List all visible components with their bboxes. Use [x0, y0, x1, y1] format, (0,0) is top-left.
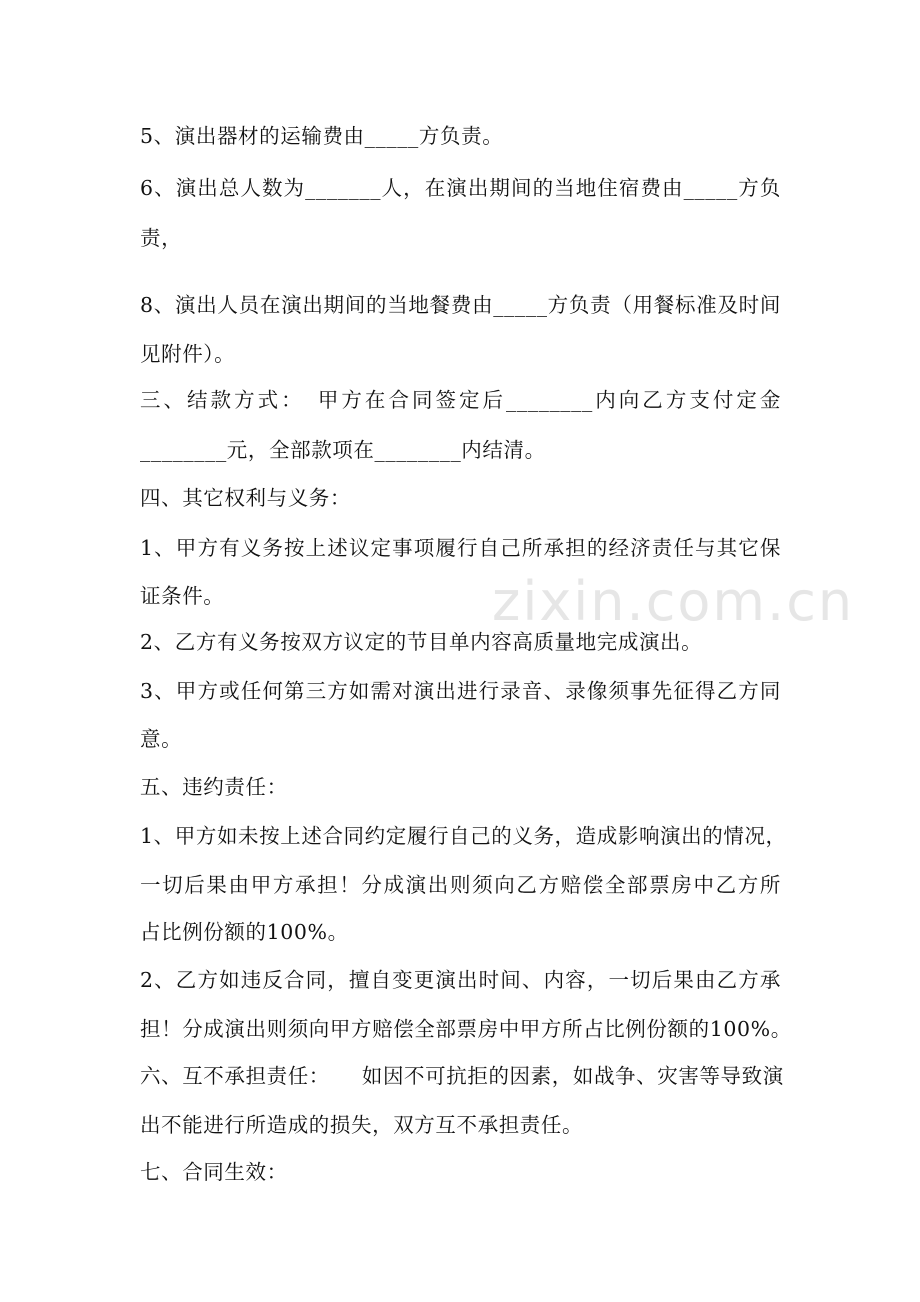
section-5-item-1-line-1: 1、甲方如未按上述合同约定履行自己的义务，造成影响演出的情况， [140, 824, 787, 848]
clause-8-line-2: 见附件）。 [140, 342, 236, 366]
section-5-item-2-line-2: 担！分成演出则须向甲方赔偿全部票房中甲方所占比例份额的100%。 [140, 1017, 792, 1041]
section-4-item-1-line-2: 证条件。 [140, 584, 225, 608]
section-4-item-3-line-2: 意。 [140, 727, 183, 751]
clause-5-line: 5、演出器材的运输费由_____方负责。 [140, 124, 504, 148]
section-7-heading: 七、合同生效： [140, 1160, 288, 1184]
section-5-item-1-line-2: 一切后果由甲方承担！分成演出则须向乙方赔偿全部票房中乙方所 [140, 873, 781, 897]
section-4-item-3-line-1: 3、甲方或任何第三方如需对演出进行录音、录像须事先征得乙方同 [140, 679, 781, 703]
section-4-item-2: 2、乙方有义务按双方议定的节目单内容高质量地完成演出。 [140, 630, 703, 654]
section-6-line-2: 出不能进行所造成的损失，双方互不承担责任。 [140, 1113, 584, 1137]
watermark: zixin.com.cn [492, 570, 855, 633]
section-4-item-1-line-1: 1、甲方有义务按上述议定事项履行自己所承担的经济责任与其它保 [140, 536, 781, 560]
section-5-item-2-line-1: 2、乙方如违反合同，擅自变更演出时间、内容，一切后果由乙方承 [140, 968, 781, 992]
section-5-item-1-line-3: 占比例份额的100%。 [140, 920, 349, 944]
section-6-line-1: 六、互不承担责任： 如因不可抗拒的因素，如战争、灾害等导致演 [140, 1064, 784, 1088]
clause-6-line-2: 责， [140, 226, 183, 250]
section-3-line-2: ________元，全部款项在________内结清。 [140, 438, 546, 462]
section-5-heading: 五、违约责任： [140, 775, 288, 799]
clause-8-line-1: 8、演出人员在演出期间的当地餐费由_____方负责（用餐标准及时间 [140, 293, 781, 317]
clause-6-line-1: 6、演出总人数为_______人，在演出期间的当地住宿费由_____方负 [140, 176, 781, 200]
section-4-heading: 四、其它权利与义务： [140, 486, 351, 510]
section-3-line-1: 三、结款方式： 甲方在合同签定后________内向乙方支付定金 [140, 388, 781, 412]
